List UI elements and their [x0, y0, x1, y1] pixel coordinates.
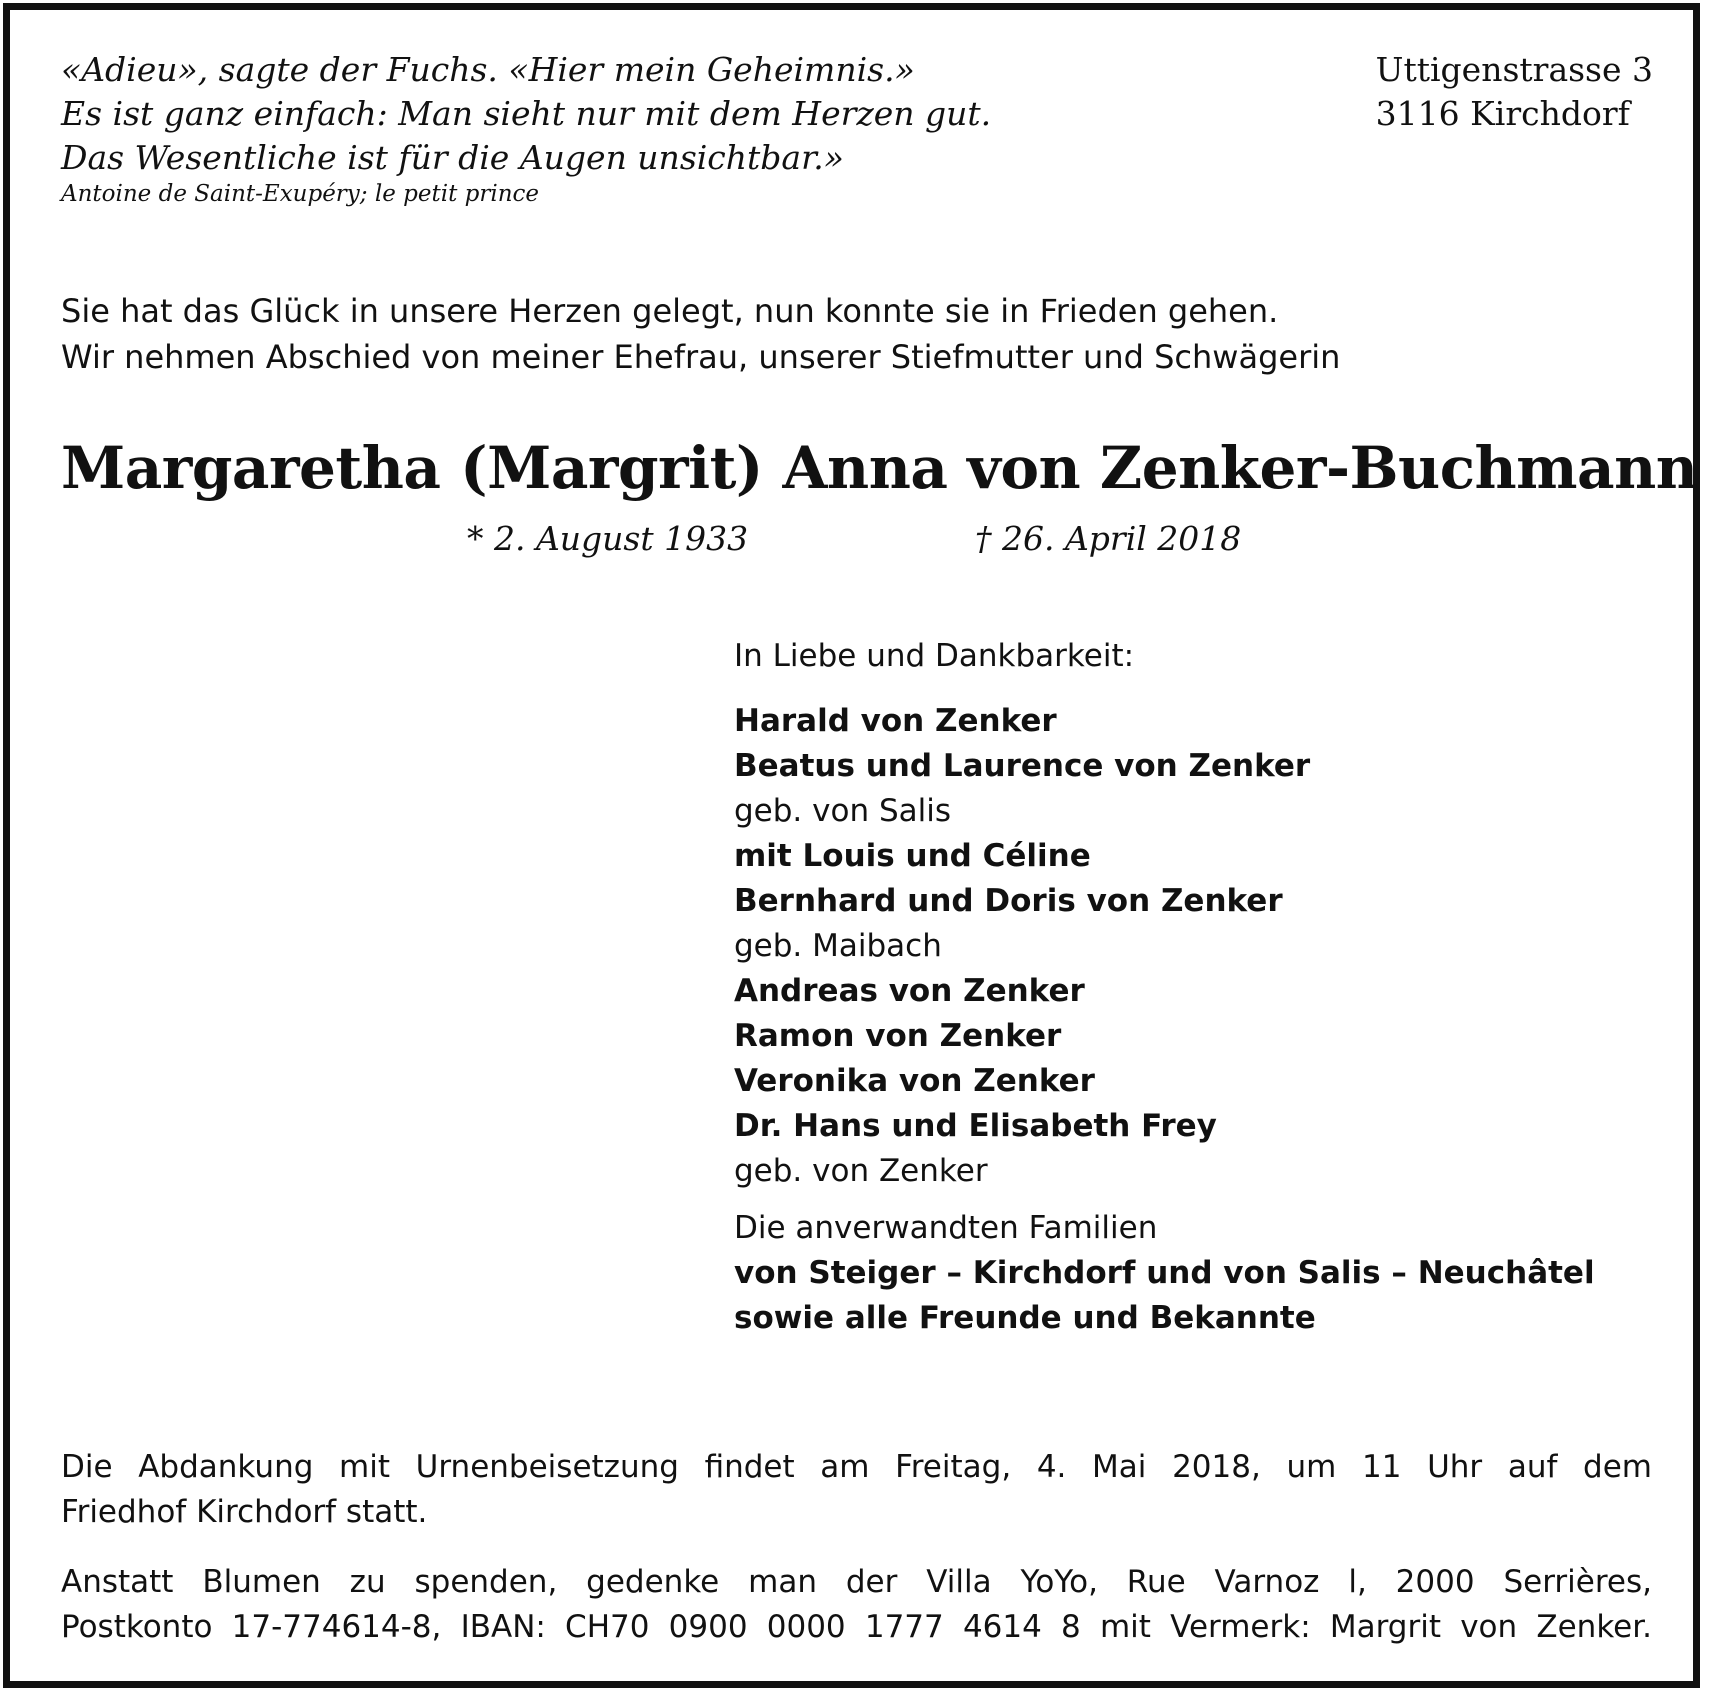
maiden-name: geb. von Salis: [734, 793, 951, 829]
maiden-name: geb. Maibach: [734, 928, 942, 964]
ceremony-line: Friedhof Kirchdorf statt.: [61, 1494, 428, 1530]
relatives-intro: Die anverwandten Familien: [734, 1210, 1158, 1246]
mourners-list: [734, 634, 1595, 1341]
intro-line: Wir nehmen Abschied von meiner Ehefrau, unserer Stiefmutter und Schwägerin: [61, 338, 1341, 376]
donation-line: Postkonto 17-774614-8, IBAN: CH70 0900 0000 1777 4614 8 mit Vermerk: Margrit von Zenker.: [61, 1609, 1652, 1645]
relatives-line: sowie alle Freunde und Bekannte: [734, 1300, 1316, 1336]
mourner-name: mit Louis und Céline: [734, 838, 1091, 874]
quote-line: «Adieu», sagte der Fuchs. «Hier mein Geheimnis.»: [61, 50, 915, 89]
address-street: Uttigenstrasse 3: [1375, 50, 1653, 89]
mourner-name: Bernhard und Doris von Zenker: [734, 883, 1283, 919]
mourner-name: Harald von Zenker: [734, 703, 1057, 739]
relatives-line: von Steiger – Kirchdorf und von Salis – Neuchâtel: [734, 1255, 1595, 1291]
quote-line: Es ist ganz einfach: Man sieht nur mit dem Herzen gut.: [61, 94, 992, 133]
donation-notice: [61, 1560, 1652, 1650]
family-address: [1376, 48, 1653, 136]
deceased-name: Margaretha (Margrit) Anna von Zenker-Buchmann: [61, 434, 1698, 502]
quote-attribution: Antoine de Saint-Exupéry; le petit prince: [61, 181, 540, 207]
mourners-heading: In Liebe und Dankbarkeit:: [734, 638, 1135, 674]
quote-line: Das Wesentliche ist für die Augen unsichtbar.»: [61, 138, 844, 177]
spacer: [734, 1194, 1595, 1206]
maiden-name: geb. von Zenker: [734, 1153, 988, 1189]
mourner-name: Dr. Hans und Elisabeth Frey: [734, 1108, 1217, 1144]
death-date: † 26. April 2018: [975, 519, 1242, 558]
donation-line: Anstatt Blumen zu spenden, gedenke man der Villa YoYo, Rue Varnoz l, 2000 Serrières,: [61, 1564, 1652, 1600]
mourner-name: Ramon von Zenker: [734, 1018, 1062, 1054]
ceremony-notice: [61, 1445, 1652, 1535]
ceremony-line: Die Abdankung mit Urnenbeisetzung findet am Freitag, 4. Mai 2018, um 11 Uhr auf dem: [61, 1449, 1652, 1485]
address-city: 3116 Kirchdorf: [1375, 94, 1630, 133]
intro-line: Sie hat das Glück in unsere Herzen gelegt, nun konnte sie in Frieden gehen.: [61, 292, 1279, 330]
intro-text: [61, 288, 1340, 380]
birth-date: * 2. August 1933: [467, 519, 749, 558]
epigraph-quote: [61, 48, 991, 208]
mourner-name: Beatus und Laurence von Zenker: [734, 748, 1311, 784]
mourner-name: Andreas von Zenker: [734, 973, 1085, 1009]
mourner-name: Veronika von Zenker: [734, 1063, 1095, 1099]
